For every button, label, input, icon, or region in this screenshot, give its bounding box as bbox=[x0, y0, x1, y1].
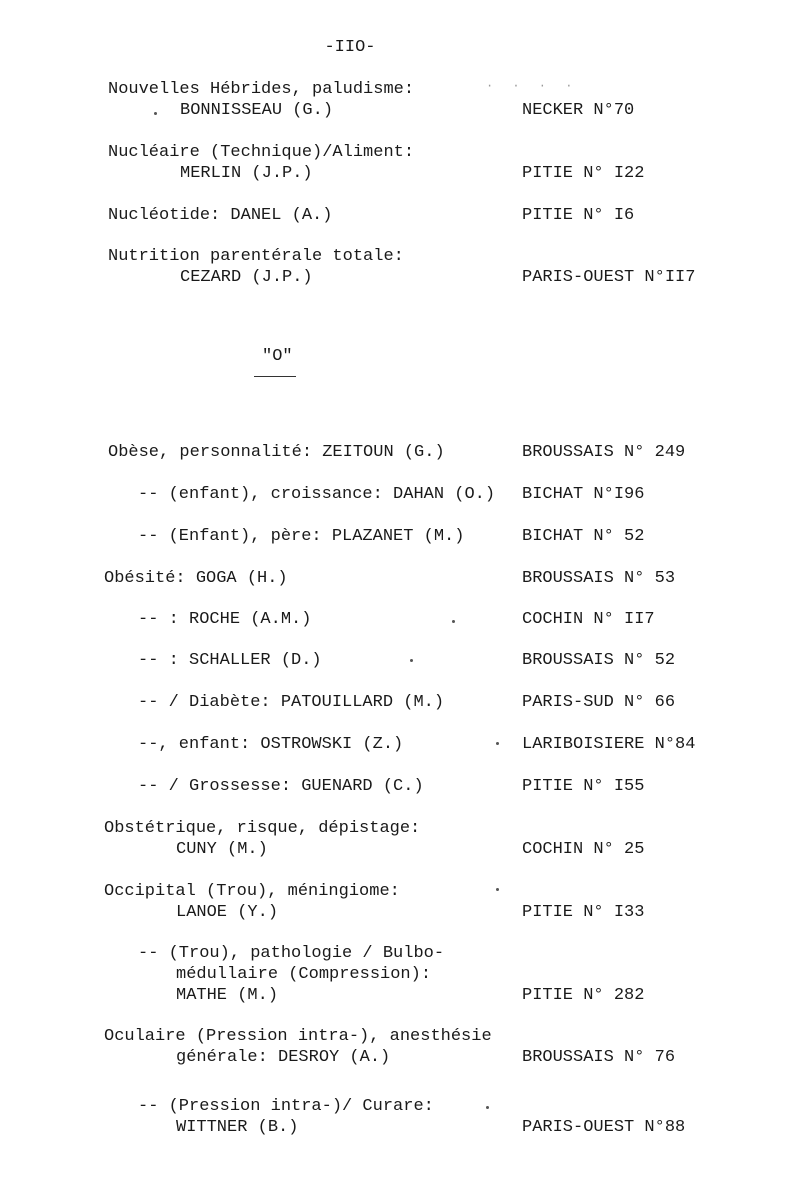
entry-2-ref: PITIE N° I6 bbox=[522, 206, 635, 225]
entry-17-ref: PARIS-OUEST N°88 bbox=[522, 1118, 686, 1137]
entry-16-line-1: générale: DESROY (A.) bbox=[176, 1048, 391, 1067]
entry-15-line-1: médullaire (Compression): bbox=[176, 965, 432, 984]
entry-14-line-1: LANOE (Y.) bbox=[176, 903, 279, 922]
entry-8-line-0: -- : ROCHE (A.M.) bbox=[138, 610, 312, 629]
entry-0-line-0: Nouvelles Hébrides, paludisme: bbox=[108, 80, 415, 99]
entry-13-line-1: CUNY (M.) bbox=[176, 840, 268, 859]
scan-speck bbox=[486, 1106, 489, 1109]
entry-12-ref: PITIE N° I55 bbox=[522, 777, 645, 796]
scan-speck bbox=[496, 742, 499, 745]
scan-specks: · · · · bbox=[486, 79, 579, 93]
entry-17-line-0: -- (Pression intra-)/ Curare: bbox=[138, 1097, 434, 1116]
entry-8-ref: COCHIN N° II7 bbox=[522, 610, 655, 629]
page-number: -IIO- bbox=[324, 38, 376, 57]
entry-0-ref: NECKER N°70 bbox=[522, 101, 635, 120]
section-underline bbox=[254, 376, 296, 377]
entry-11-line-0: --, enfant: OSTROWSKI (Z.) bbox=[138, 735, 404, 754]
entry-1-line-0: Nucléaire (Technique)/Aliment: bbox=[108, 143, 415, 162]
entry-3-ref: PARIS-OUEST N°II7 bbox=[522, 268, 696, 287]
entry-2-line-0: Nucléotide: DANEL (A.) bbox=[108, 206, 333, 225]
entry-6-ref: BICHAT N° 52 bbox=[522, 527, 645, 546]
entry-14-line-0: Occipital (Trou), méningiome: bbox=[104, 882, 400, 901]
entry-10-ref: PARIS-SUD N° 66 bbox=[522, 693, 676, 712]
entry-9-ref: BROUSSAIS N° 52 bbox=[522, 651, 676, 670]
entry-13-ref: COCHIN N° 25 bbox=[522, 840, 645, 859]
entry-15-line-2: MATHE (M.) bbox=[176, 986, 279, 1005]
entry-0-line-1: BONNISSEAU (G.) bbox=[180, 101, 334, 120]
entry-15-line-0: -- (Trou), pathologie / Bulbo- bbox=[138, 944, 445, 963]
entry-7-ref: BROUSSAIS N° 53 bbox=[522, 569, 676, 588]
entry-4-line-0: Obèse, personnalité: ZEITOUN (G.) bbox=[108, 443, 445, 462]
entry-1-ref: PITIE N° I22 bbox=[522, 164, 645, 183]
entry-3-line-1: CEZARD (J.P.) bbox=[180, 268, 313, 287]
scan-speck bbox=[452, 620, 455, 623]
entry-5-line-0: -- (enfant), croissance: DAHAN (O.) bbox=[138, 485, 496, 504]
entry-17-line-1: WITTNER (B.) bbox=[176, 1118, 299, 1137]
entry-14-ref: PITIE N° I33 bbox=[522, 903, 645, 922]
entry-15-ref: PITIE N° 282 bbox=[522, 986, 645, 1005]
entry-11-ref: LARIBOISIERE N°84 bbox=[522, 735, 696, 754]
section-letter: "O" bbox=[262, 347, 293, 366]
entry-16-line-0: Oculaire (Pression intra-), anesthésie bbox=[104, 1027, 492, 1046]
entry-12-line-0: -- / Grossesse: GUENARD (C.) bbox=[138, 777, 424, 796]
scan-speck bbox=[154, 112, 157, 115]
scan-speck bbox=[410, 659, 413, 662]
entry-6-line-0: -- (Enfant), père: PLAZANET (M.) bbox=[138, 527, 465, 546]
entry-7-line-0: Obésité: GOGA (H.) bbox=[104, 569, 288, 588]
entry-1-line-1: MERLIN (J.P.) bbox=[180, 164, 313, 183]
scan-speck bbox=[496, 888, 499, 891]
entry-9-line-0: -- : SCHALLER (D.) bbox=[138, 651, 322, 670]
entry-16-ref: BROUSSAIS N° 76 bbox=[522, 1048, 676, 1067]
entry-13-line-0: Obstétrique, risque, dépistage: bbox=[104, 819, 421, 838]
entry-4-ref: BROUSSAIS N° 249 bbox=[522, 443, 686, 462]
entry-3-line-0: Nutrition parentérale totale: bbox=[108, 247, 404, 266]
entry-10-line-0: -- / Diabète: PATOUILLARD (M.) bbox=[138, 693, 445, 712]
entry-5-ref: BICHAT N°I96 bbox=[522, 485, 645, 504]
